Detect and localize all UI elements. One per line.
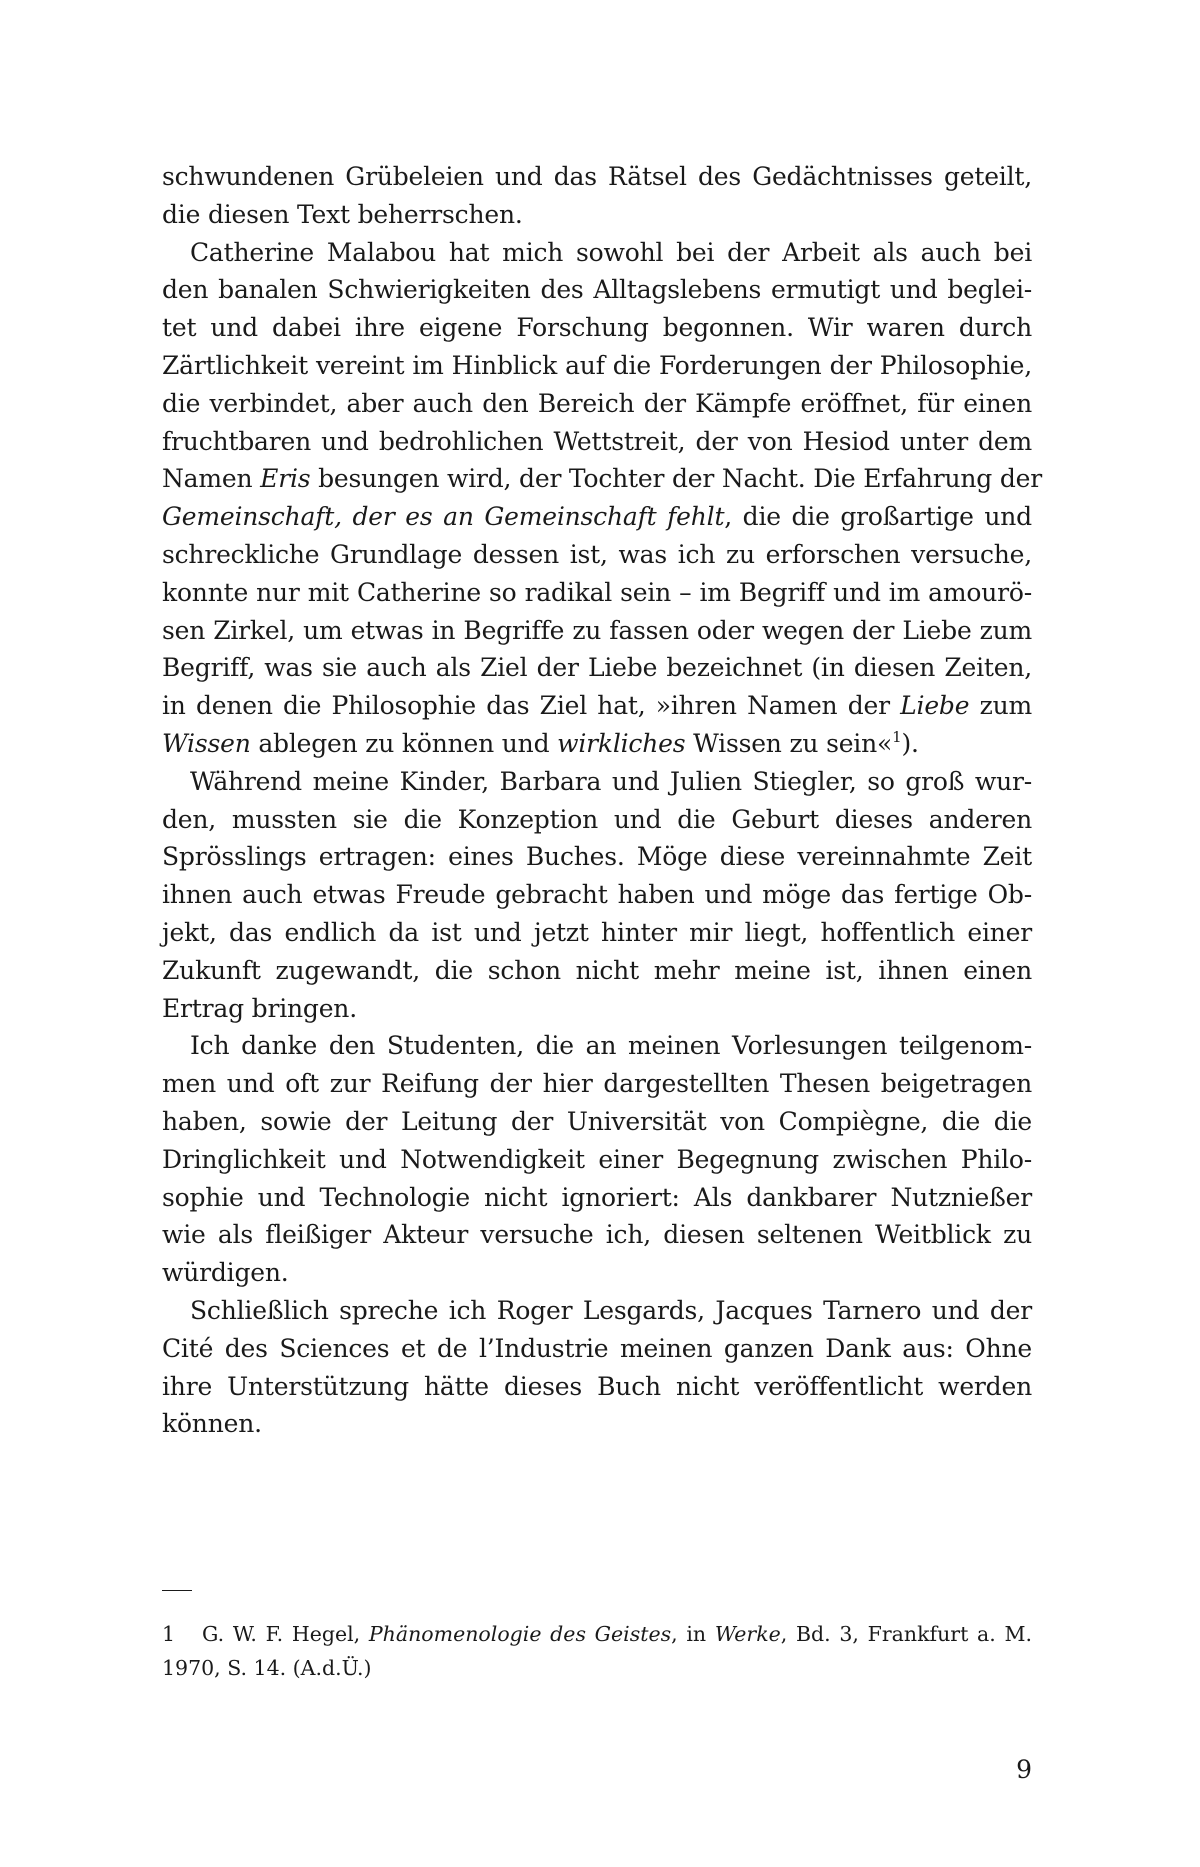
italic-term: Wissen	[162, 728, 251, 758]
text-line: ihre Unterstützung hätte dieses Buch nicht veröffentlicht werden	[162, 1371, 1032, 1401]
text-line: Ertrag bringen.	[162, 993, 357, 1023]
text-line: die diesen Text beherrschen.	[162, 199, 523, 229]
text-run: in denen die Philosophie das Ziel hat, »ihren Namen der	[162, 691, 901, 721]
footnote-divider	[162, 1590, 192, 1591]
text-line: sophie und Technologie nicht ignoriert: Als dankbarer Nutznießer	[162, 1182, 1032, 1212]
text-line: jekt, das endlich da ist und jetzt hinter mir liegt, hoffentlich einer	[162, 917, 1032, 947]
italic-title: Phänomenologie des Geistes	[368, 1622, 672, 1646]
text-line: würdigen.	[162, 1258, 289, 1288]
text-run: ).	[901, 728, 919, 758]
text-line: Cité des Sciences et de l’Industrie meinen ganzen Dank aus: Ohne	[162, 1333, 1032, 1363]
text-run: , in	[671, 1622, 715, 1646]
text-line	[162, 498, 1032, 536]
text-run: besungen wird, der Tochter der Nacht. Die Erfahrung der	[310, 464, 1042, 494]
text-run: ablegen zu können und	[250, 728, 558, 758]
text-line	[162, 725, 1032, 763]
text-run: zum	[969, 691, 1032, 721]
text-line: Catherine Malabou hat mich sowohl bei der Arbeit als auch bei	[190, 237, 1032, 267]
italic-term: Liebe	[900, 691, 970, 721]
text-line: konnte nur mit Catherine so radikal sein – im Begriff und im amourö-	[162, 577, 1032, 607]
text-line: men und oft zur Reifung der hier dargestellten Thesen beigetragen	[162, 1069, 1032, 1099]
paragraph-5	[162, 1292, 1032, 1443]
italic-title: Werke	[714, 1622, 781, 1646]
text-line: fruchtbaren und bedrohlichen Wettstreit, der von Hesiod unter dem	[162, 426, 1032, 456]
text-line: sen Zirkel, um etwas in Begriffe zu fassen oder wegen der Liebe zum	[162, 615, 1032, 645]
text-line: Dringlichkeit und Notwendigkeit einer Begegnung zwischen Philo-	[162, 1144, 1032, 1174]
paragraph-4	[162, 1027, 1032, 1292]
text-line: Begriff, was sie auch als Ziel der Liebe bezeichnet (in diesen Zeiten,	[162, 653, 1032, 683]
footnote-number: 1	[162, 1622, 176, 1646]
text-line	[162, 460, 1042, 498]
text-line: schwundenen Grübeleien und das Rätsel des Gedächtnisses geteilt,	[162, 162, 1032, 191]
text-line: die verbindet, aber auch den Bereich der Kämpfe eröffnet, für einen	[162, 388, 1032, 418]
italic-term: wirkliches	[557, 728, 686, 758]
text-run: Namen	[162, 464, 261, 494]
italic-phrase: Gemeinschaft, der es an Gemeinschaft fehlt	[162, 502, 725, 532]
text-line: Zukunft zugewandt, die schon nicht mehr meine ist, ihnen einen	[162, 955, 1032, 985]
footnote	[162, 1617, 1032, 1685]
text-line	[162, 687, 1032, 725]
text-line: Schließlich spreche ich Roger Lesgards, Jacques Tarnero und der	[190, 1295, 1032, 1325]
paragraph-1	[162, 158, 1032, 234]
paragraph-2	[162, 234, 1042, 763]
page-number: 9	[1016, 1755, 1032, 1784]
footnote-line	[162, 1617, 1032, 1651]
text-run: , Bd. 3, Frankfurt a. M.	[780, 1622, 1033, 1646]
text-line: haben, sowie der Leitung der Universität von Compiègne, die die	[162, 1106, 1032, 1136]
text-line: ihnen auch etwas Freude gebracht haben und möge das fertige Ob-	[162, 880, 1032, 910]
paragraph-3	[162, 763, 1032, 1028]
text-line: schreckliche Grundlage dessen ist, was ich zu erforschen versuche,	[162, 539, 1032, 569]
text-line: tet und dabei ihre eigene Forschung begonnen. Wir waren durch	[162, 313, 1032, 343]
text-line: wie als fleißiger Akteur versuche ich, diesen seltenen Weitblick zu	[162, 1220, 1032, 1250]
text-line: Sprösslings ertragen: eines Buches. Möge diese vereinnahmte Zeit	[162, 842, 1032, 872]
text-line: Zärtlichkeit vereint im Hinblick auf die Forderungen der Philosophie,	[162, 350, 1032, 380]
italic-term: Eris	[260, 464, 311, 494]
text-line: den banalen Schwierigkeiten des Alltagslebens ermutigt und beglei-	[162, 275, 1032, 305]
footnote-line: 1970, S. 14. (A.d.Ü.)	[162, 1656, 372, 1680]
page-body	[162, 158, 1042, 1443]
text-line: können.	[162, 1409, 262, 1439]
text-run: , die die großartige und	[724, 502, 1032, 532]
text-run: Wissen zu sein«	[685, 728, 893, 758]
footnote-reference[interactable]: 1	[892, 727, 902, 746]
text-run: G. W. F. Hegel,	[202, 1622, 369, 1646]
text-line: Während meine Kinder, Barbara und Julien Stiegler, so groß wur-	[190, 766, 1032, 796]
text-line: den, mussten sie die Konzeption und die Geburt dieses anderen	[162, 804, 1032, 834]
text-line: Ich danke den Studenten, die an meinen Vorlesungen teilgenom-	[190, 1031, 1032, 1061]
